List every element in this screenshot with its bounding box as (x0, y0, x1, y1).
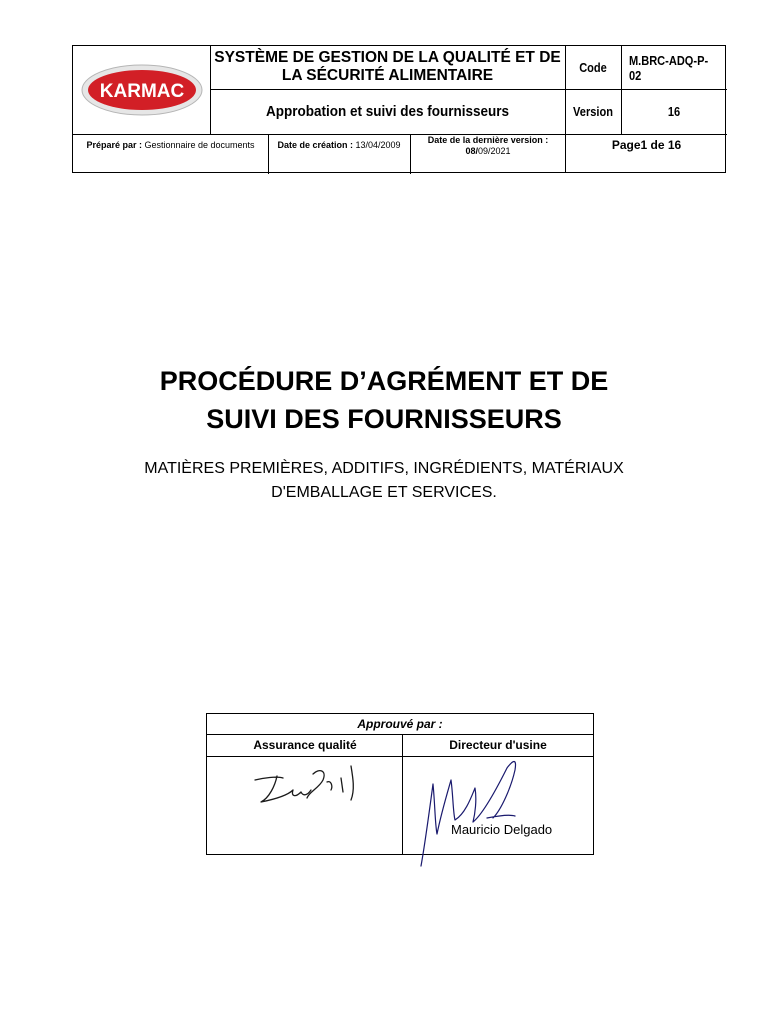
last-version-date: Date de la dernière version : 08/09/2021 (427, 135, 549, 156)
page-title (0, 362, 768, 438)
quality-assurance-signature-icon (247, 758, 367, 810)
page-subtitle (0, 457, 768, 505)
quality-assurance-label: Assurance qualité (253, 738, 357, 752)
approval-heading: Approuvé par : (357, 717, 443, 731)
last-version-day: 08/ (465, 146, 478, 156)
logo-text: KARMAC (99, 81, 184, 102)
plant-director-signature-icon (417, 754, 527, 869)
karmac-logo-icon (81, 64, 203, 116)
approval-table (206, 713, 594, 855)
code-value: M.BRC-ADQ-P-02 (628, 52, 709, 83)
version-label: Version (573, 104, 613, 119)
title-line-2: SUIVI DES FOURNISSEURS (206, 404, 562, 434)
prepared-value: Gestionnaire de documents (144, 140, 255, 150)
subtitle-line-1: MATIÈRES PREMIÈRES, ADDITIFS, INGRÉDIENTS, MATÉRIAUX (144, 460, 624, 477)
company-logo (73, 46, 210, 134)
document-header (72, 45, 726, 173)
document-subject: Approbation et suivi des fournisseurs (265, 103, 510, 120)
version-value: 16 (667, 104, 681, 119)
subtitle-line-2: D'EMBALLAGE ET SERVICES. (271, 484, 497, 501)
page-number: Page1 de 16 (611, 138, 682, 152)
last-version-rest: 09/2021 (477, 146, 511, 156)
plant-director-label: Directeur d'usine (449, 738, 547, 752)
code-label: Code (579, 60, 607, 75)
prepared-by: Préparé par : Gestionnaire de documents (86, 140, 255, 150)
plant-director-name: Mauricio Delgado (451, 822, 553, 837)
title-line-1: PROCÉDURE D’AGRÉMENT ET DE (159, 366, 609, 396)
system-title: SYSTÈME DE GESTION DE LA QUALITÉ ET DE LA SÉCURITÉ ALIMENTAIRE (214, 49, 561, 84)
creation-date: Date de création : 13/04/2009 (277, 140, 401, 150)
creation-value: 13/04/2009 (355, 140, 401, 150)
